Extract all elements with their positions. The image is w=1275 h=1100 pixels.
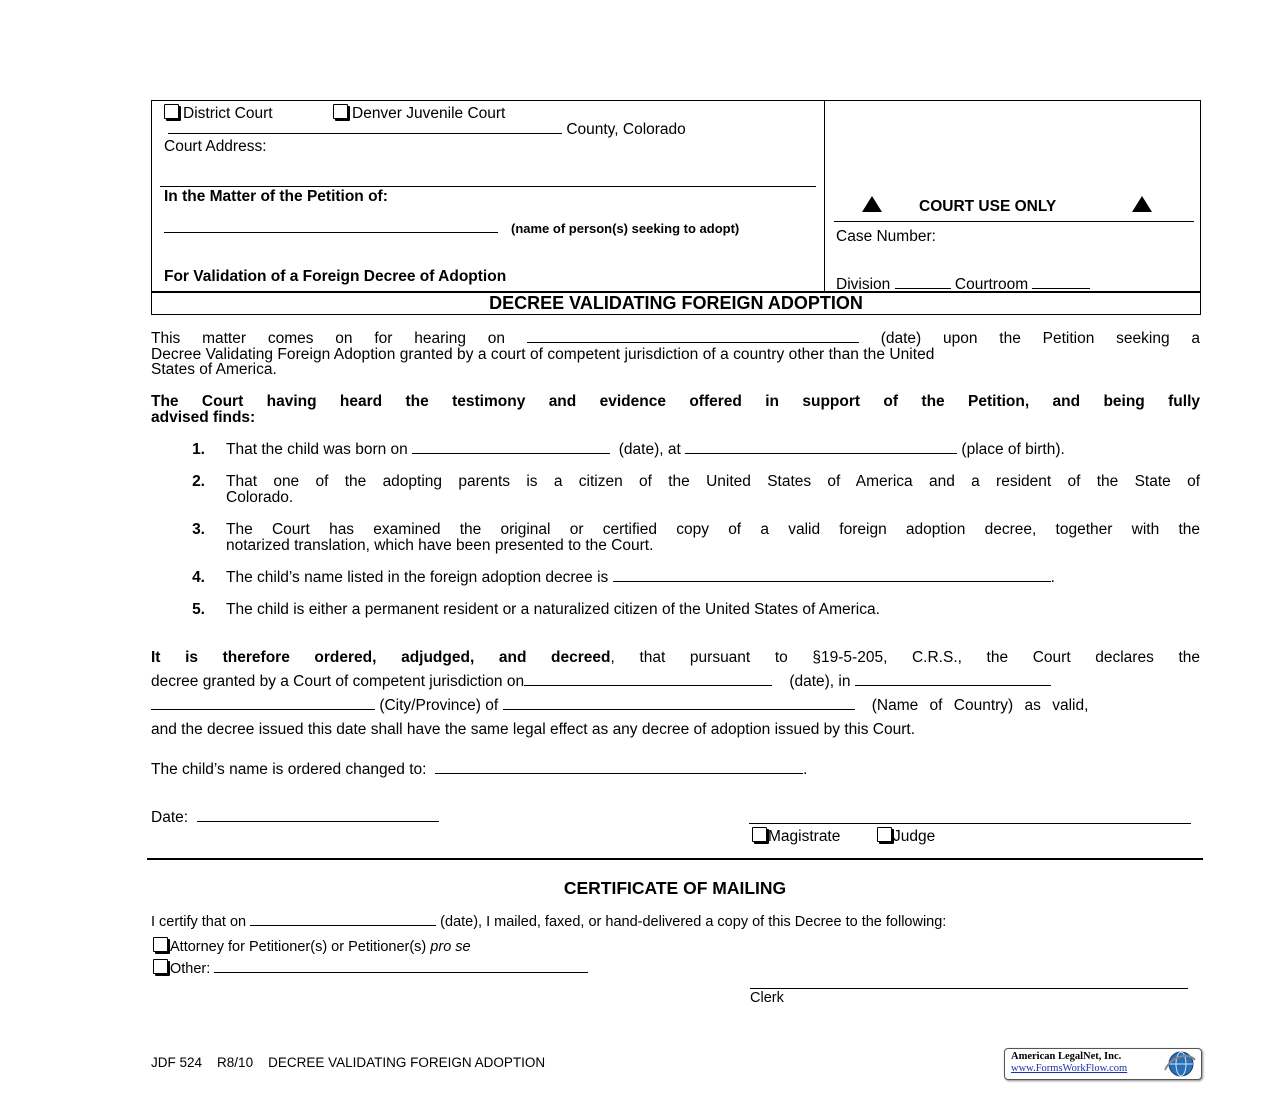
mailing-date-blank[interactable] xyxy=(250,913,436,926)
intro-part1: This matter comes on for hearing on xyxy=(151,330,506,347)
petitioner-blank[interactable] xyxy=(164,220,498,233)
courtroom-blank[interactable] xyxy=(1032,276,1090,289)
decree-place-blank[interactable] xyxy=(855,673,1051,686)
certify-part-a: I certify that on xyxy=(151,914,247,930)
order-line-2 xyxy=(151,673,1051,691)
other-blank[interactable] xyxy=(214,960,588,973)
item-1-part-b: (date), at xyxy=(618,441,681,458)
division-row xyxy=(836,276,1090,294)
clerk-signature-line[interactable] xyxy=(750,988,1188,989)
denver-juvenile-label: Denver Juvenile Court xyxy=(352,105,506,122)
signature-date-blank[interactable] xyxy=(197,809,439,822)
county-blank[interactable] xyxy=(168,121,562,134)
triangle-right-icon xyxy=(1132,196,1152,217)
item-1-part-c: (place of birth). xyxy=(961,441,1065,458)
item-2-line-2: Colorado. xyxy=(226,489,294,506)
county-label: County, Colorado xyxy=(566,121,686,138)
denver-juvenile-checkbox[interactable] xyxy=(333,104,348,119)
court-address-label: Court Address: xyxy=(164,138,267,155)
legalnet-logo[interactable] xyxy=(1004,1048,1202,1080)
division-blank[interactable] xyxy=(895,276,951,289)
certificate-title: CERTIFICATE OF MAILING xyxy=(563,878,787,898)
birth-place-blank[interactable] xyxy=(685,441,957,454)
intro-part2: (date) upon the Petition seeking a xyxy=(880,330,1201,347)
order-line-3a: (City/Province) of xyxy=(379,697,499,714)
decree-date-blank[interactable] xyxy=(524,673,772,686)
new-name-blank[interactable] xyxy=(435,761,803,774)
attorney-checkbox[interactable] xyxy=(153,937,168,952)
globe-icon xyxy=(1163,1050,1197,1078)
form-footer-title: DECREE VALIDATING FOREIGN ADOPTION xyxy=(268,1055,546,1070)
item-4-label: The child’s name listed in the foreign adoption decree is xyxy=(226,569,609,586)
clerk-label: Clerk xyxy=(750,990,784,1006)
petitioner-hint: (name of person(s) seeking to adopt) xyxy=(511,221,740,236)
order-line-1 xyxy=(151,649,1200,667)
court-use-rule xyxy=(834,221,1194,222)
order-bold: It is therefore ordered, adjudged, and decreed xyxy=(151,649,611,666)
case-number-label: Case Number: xyxy=(836,228,936,245)
item-5-text: The child is either a permanent resident or a naturalized citizen of the United States of America. xyxy=(226,601,880,618)
county-line xyxy=(168,121,686,139)
petitioner-line xyxy=(164,220,498,238)
judge-option[interactable] xyxy=(877,827,935,846)
item-4-text: The child’s name listed in the foreign adoption decree is . xyxy=(226,569,1055,586)
courtroom-label: Courtroom xyxy=(954,276,1029,293)
item-2-line-1: That one of the adopting parents is a citizen of the United States of America and a resident of the State of xyxy=(226,473,1200,490)
triangle-left-icon xyxy=(862,196,882,217)
order-line-2b: (date), in xyxy=(789,673,851,690)
country-blank[interactable] xyxy=(503,697,855,710)
item-4-number: 4. xyxy=(192,569,205,586)
other-checkbox[interactable] xyxy=(153,959,168,974)
item-1-part-a: That the child was born on xyxy=(226,441,408,458)
matter-label: In the Matter of the Petition of: xyxy=(164,188,388,205)
for-validation-label: For Validation of a Foreign Decree of Adoption xyxy=(164,268,507,285)
date-label: Date: xyxy=(151,809,189,826)
attorney-label: Attorney for Petitioner(s) or Petitioner(s) xyxy=(170,939,427,955)
date-line xyxy=(151,809,439,827)
name-change-line: The child’s name is ordered changed to: . xyxy=(151,761,808,778)
item-3-line-1: The Court has examined the original or certified copy of a valid foreign adoption decree, together with the xyxy=(226,521,1200,538)
finds-line-2: advised finds: xyxy=(151,409,256,426)
district-court-checkbox[interactable] xyxy=(164,104,179,119)
item-5-number: 5. xyxy=(192,601,205,618)
item-1-text xyxy=(226,441,1065,459)
city-blank[interactable] xyxy=(151,697,375,710)
address-rule xyxy=(160,186,816,187)
order-line-2a: decree granted by a Court of competent jurisdiction on xyxy=(151,673,525,690)
attorney-option[interactable] xyxy=(153,937,471,955)
footer-form-info xyxy=(151,1055,545,1070)
item-3-number: 3. xyxy=(192,521,205,538)
page-title: DECREE VALIDATING FOREIGN ADOPTION xyxy=(489,293,863,313)
intro-line-3: States of America. xyxy=(151,361,277,378)
hearing-date-blank[interactable] xyxy=(527,330,859,343)
order-rest: , that pursuant to §19-5-205, C.R.S., the Court declares the xyxy=(610,649,1200,666)
other-option[interactable] xyxy=(153,959,588,977)
birth-date-blank[interactable] xyxy=(412,441,610,454)
district-court-label: District Court xyxy=(183,105,273,122)
intro-line-2: Decree Validating Foreign Adoption granted by a court of competent jurisdiction of a country other than the United xyxy=(151,346,935,363)
order-line-3b: (Name of Country) as valid, xyxy=(871,697,1089,714)
order-line-3 xyxy=(151,697,1088,715)
magistrate-label: Magistrate xyxy=(768,828,841,845)
name-change-label: The child’s name is ordered changed to: xyxy=(151,761,427,778)
item-1-number: 1. xyxy=(192,441,205,458)
logo-company-name: American LegalNet, Inc. xyxy=(1011,1051,1122,1062)
order-line-4: and the decree issued this date shall have the same legal effect as any decree of adoption issued by this Court. xyxy=(151,721,915,738)
pro-se-label: pro se xyxy=(430,939,471,955)
section-divider xyxy=(147,858,1203,860)
finds-line-1: The Court having heard the testimony and evidence offered in support of the Petition, and being fully xyxy=(151,393,1200,410)
judge-signature-line[interactable] xyxy=(749,823,1191,824)
court-use-only-label: COURT USE ONLY xyxy=(919,198,1057,215)
caption-divider xyxy=(824,100,825,292)
form-revision: R8/10 xyxy=(217,1055,254,1070)
magistrate-checkbox[interactable] xyxy=(752,827,767,842)
other-label: Other: xyxy=(170,961,211,977)
form-id: JDF 524 xyxy=(151,1055,203,1070)
item-2-number: 2. xyxy=(192,473,205,490)
judge-checkbox[interactable] xyxy=(877,827,892,842)
item-3-line-2: notarized translation, which have been presented to the Court. xyxy=(226,537,654,554)
judge-label: Judge xyxy=(893,828,936,845)
logo-url[interactable]: www.FormsWorkFlow.com xyxy=(1011,1063,1128,1074)
certify-line xyxy=(151,913,946,930)
certify-part-b: (date), I mailed, faxed, or hand-delivered a copy of this Decree to the following: xyxy=(440,914,947,930)
division-label: Division xyxy=(836,276,891,293)
foreign-name-blank[interactable] xyxy=(613,569,1051,582)
magistrate-option[interactable] xyxy=(752,827,840,846)
